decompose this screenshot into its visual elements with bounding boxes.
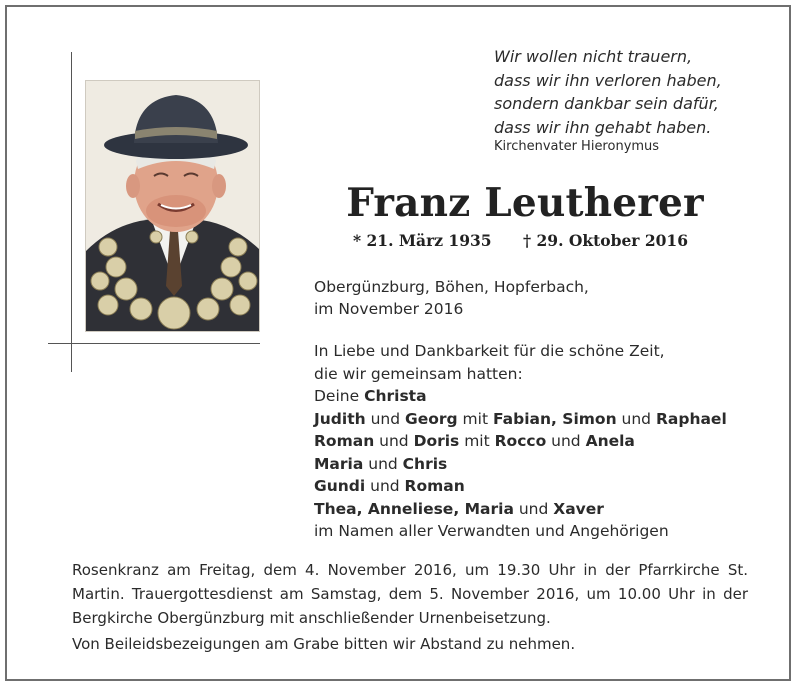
place-line: Obergünzburg, Böhen, Hopferbach, [314,278,589,296]
horizontal-rule [48,343,260,344]
quote-line: Wir wollen nicht trauern, [494,47,693,66]
quote-line: dass wir ihn verloren haben, [494,70,722,90]
family-member-name: Xaver [553,499,604,518]
family-member-name: Raphael [655,409,727,428]
quote-block [494,45,784,139]
family-member-name: Roman [404,477,465,495]
family-member-name: Chris [402,454,448,473]
date-line: im November 2016 [314,300,464,318]
family-connector: und [363,454,403,473]
condolence-note: Von Beileidsbezeigungen am Grabe bitten wir Abstand zu nehmen. [72,635,576,653]
family-member-line [314,475,784,498]
family-member-line [314,453,784,476]
family-closing: im Namen aller Verwandten und Angehörigen [314,522,669,540]
family-connector: und [513,499,554,518]
family-member-name: Rocco [494,432,547,450]
quote-author: Kirchenvater Hieronymus [494,139,660,154]
service-info: Rosenkranz am Freitag, dem 4. November 2016, um 19.30 Uhr in der Pfarrkirche St. Martin. Trauergottesdienst am Samstag, dem 5. November 2016, um 10.00 Uhr in der Bergkirche Obergünzburg mit anschließender Urnenbeisetzung. [72,561,748,627]
place-and-date [314,276,589,320]
family-connector: und [365,477,405,495]
family-member-name: Anela [585,432,635,450]
family-member-name: Fabian, Simon [492,409,617,428]
family-member-name: Doris [413,432,460,450]
family-connector: Deine [314,387,365,405]
family-connector: und [546,432,586,450]
family-connector: mit [457,409,493,428]
birth-date: * 21. März 1935 [353,231,492,250]
family-connector: und [374,432,414,450]
family-connector: und [365,409,405,428]
quote-line: sondern dankbar sein dafür, [494,94,719,113]
family-member-name: Georg [405,409,458,428]
family-member-line [314,430,784,453]
family-intro: die wir gemeinsam hatten: [314,364,523,383]
family-member-name: Roman [314,432,375,450]
quote-line: dass wir ihn gehabt haben. [494,117,712,137]
family-member-name: Judith [314,409,366,428]
family-member-line [314,385,784,408]
family-intro: In Liebe und Dankbarkeit für die schöne Zeit, [314,342,665,360]
family-member-name: Gundi [314,477,366,495]
family-member-line [314,498,784,521]
family-block [314,340,784,543]
family-member-name: Thea, Anneliese, Maria [314,499,514,518]
family-members [314,385,784,520]
family-connector: und [616,409,656,428]
death-date: † 29. Oktober 2016 [523,231,689,250]
family-connector: mit [459,432,495,450]
family-member-name: Maria [314,454,364,473]
deceased-name: Franz Leutherer [346,180,704,226]
family-member-line [314,408,784,431]
family-member-name: Christa [364,387,427,405]
